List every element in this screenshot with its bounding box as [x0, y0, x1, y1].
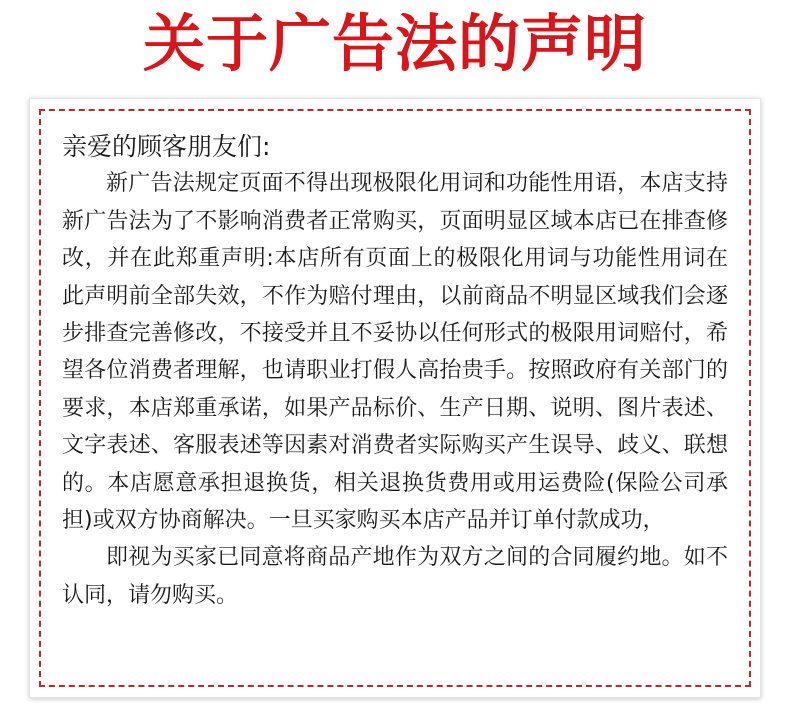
- statement-body: [62, 128, 728, 614]
- statement-paragraph-1: 新广告法规定页面不得出现极限化用词和功能性用语，本店支持新广告法为了不影响消费者正常购买，页面明显区域本店已在排查修改，并在此郑重声明:本店所有页面上的极限化用词与功能性用词在此声明前全部失效，不作为赔付理由，以前商品不明显区域我们会逐步排查完善修改，不接受并且不妥协以任何形式的极限用词赔付，希望各位消费者理解，也请职业打假人高抬贵手。按照政府有关部门的要求，本店郑重承诺，如果产品标价、生产日期、说明、图片表述、文字表述、客服表述等因素对消费者实际购买产生误导、歧义、联想的。本店愿意承担退换货，相关退换货费用或用运费险(保险公司承担)或双方协商解决。一旦买家购买本店产品并订单付款成功，: [62, 171, 728, 534]
- page-title: 关于广告法的声明: [142, 7, 647, 80]
- greeting: 亲爱的顾客朋友们:: [62, 132, 271, 161]
- statement-paragraph-2: 即视为买家已同意将商品产地作为双方之间的合同履约地。如不认同，请勿购买。: [62, 545, 728, 608]
